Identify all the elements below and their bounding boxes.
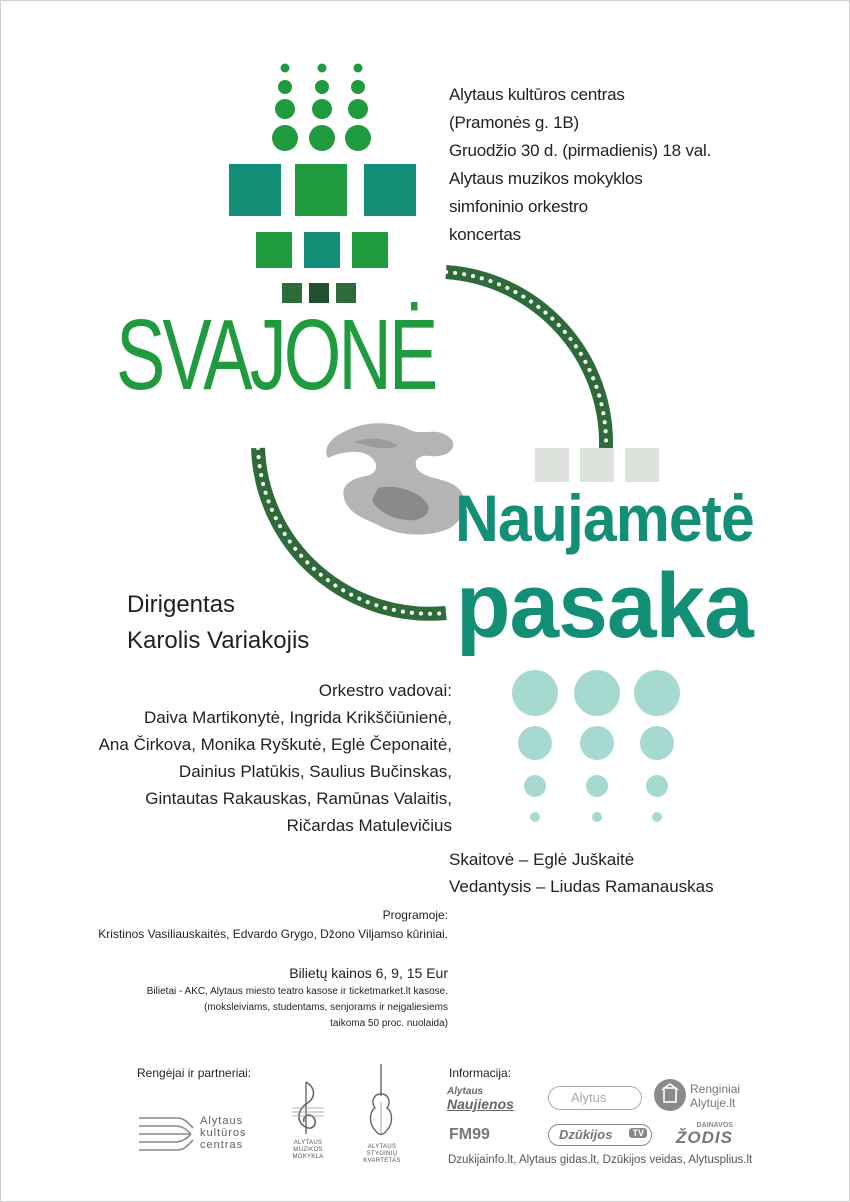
- naujienos-logo: [447, 1086, 514, 1110]
- sculpture-figure: [326, 423, 465, 534]
- venue-line: simfoninio orkestro: [449, 197, 588, 216]
- dot: [315, 80, 329, 94]
- music-school-logo-text: [284, 1140, 332, 1161]
- alytus-logo-text: Alytus: [571, 1090, 607, 1105]
- circle: [640, 726, 674, 760]
- music-school-logo-icon: [288, 1078, 328, 1138]
- dot: [281, 64, 290, 73]
- logo-line: Renginiai: [690, 1082, 741, 1096]
- dzukijos-tv-logo: [548, 1124, 652, 1146]
- dot: [275, 99, 295, 119]
- leaders-line: Daiva Martikonytė, Ingrida Krikščiūnienė,: [143, 708, 452, 727]
- circle: [530, 812, 540, 822]
- logo-line: MUZIKOS: [293, 1147, 323, 1153]
- conductor-role: Dirigentas: [127, 591, 236, 618]
- circle: [586, 775, 608, 797]
- organizers-label: Rengėjai ir partneriai:: [137, 1066, 252, 1080]
- dot: [318, 64, 327, 73]
- logo-line: Naujienos: [447, 1096, 514, 1112]
- venue-info: [449, 81, 711, 249]
- circle: [646, 775, 668, 797]
- akc-logo-icon: [137, 1112, 197, 1156]
- square: [535, 448, 569, 482]
- akc-line: centras: [200, 1139, 244, 1151]
- venue-line: (Pramonės g. 1B): [449, 113, 580, 132]
- renginiai-logo-text: [690, 1082, 740, 1110]
- dzukijos-text: Dzūkijos: [559, 1127, 613, 1142]
- violin-logo-icon: [365, 1062, 397, 1140]
- venue-line: koncertas: [449, 225, 521, 244]
- ticket-line: (moksleiviams, studentams, senjorams ir neįgaliesiems: [204, 1002, 448, 1013]
- dot: [345, 125, 371, 151]
- leaders-line: Ričardas Matulevičius: [286, 816, 452, 835]
- host: Vedantysis – Liudas Ramanauskas: [449, 877, 714, 896]
- square: [229, 164, 281, 216]
- dot: [309, 125, 335, 151]
- akc-line: Alytaus: [200, 1115, 244, 1127]
- logo-line: STYGINIŲ: [366, 1151, 398, 1157]
- main-title: SVAJONĖ: [116, 299, 436, 411]
- logo-line: Alytaus: [447, 1086, 484, 1097]
- logo-line: DAINAVOS: [696, 1122, 733, 1129]
- fm99-logo: FM99: [449, 1126, 490, 1143]
- tv-text: TV: [629, 1128, 647, 1138]
- logo-line: MOKYKLA: [292, 1154, 324, 1160]
- venue-line: Gruodžio 30 d. (pirmadienis) 18 val.: [449, 141, 712, 160]
- circle: [512, 670, 558, 716]
- top-dots: [272, 64, 371, 152]
- dot: [354, 64, 363, 73]
- venue-line: Alytaus kultūros centras: [449, 85, 625, 104]
- square: [364, 164, 416, 216]
- gray-squares: [535, 448, 665, 484]
- program-block: [98, 906, 448, 944]
- alytus-logo: [548, 1086, 642, 1110]
- logo-line: KVARTETAS: [363, 1158, 401, 1164]
- leaders-line: Ana Čirkova, Monika Ryškutė, Eglė Čeponaitė,: [98, 735, 452, 754]
- tickets-block: [147, 962, 448, 1032]
- leaders-heading: Orkestro vadovai:: [318, 681, 452, 700]
- ticket-prices: Bilietų kainos 6, 9, 15 Eur: [289, 965, 448, 981]
- circle: [592, 812, 602, 822]
- info-label: Informacija:: [449, 1066, 512, 1080]
- subtitle-pasaka: pasaka: [456, 555, 753, 657]
- media-sites: Dzukijainfo.lt, Alytaus gidas.lt, Dzūkijos veidas, Alytusplius.lt: [448, 1154, 753, 1166]
- circles-grid-graphic: [505, 665, 690, 825]
- renginiai-logo-icon: [653, 1078, 687, 1112]
- quartet-logo-text: [356, 1144, 408, 1165]
- ticket-line: Bilietai - AKC, Alytaus miesto teatro kasose ir ticketmarket.lt kasose.: [146, 986, 448, 997]
- dot: [351, 80, 365, 94]
- reader: Skaitovė – Eglė Juškaitė: [449, 850, 635, 869]
- akc-logo-text: [200, 1115, 247, 1151]
- venue-line: Alytaus muzikos mokyklos: [449, 169, 643, 188]
- program-heading: Programoje:: [382, 908, 448, 922]
- program-text: Kristinos Vasiliauskaitės, Edvardo Grygo, Džono Viljamso kūriniai.: [98, 927, 448, 941]
- subtitle-naujamete: Naujametė: [455, 481, 754, 555]
- circle: [634, 670, 680, 716]
- logo-line: ŽODIS: [676, 1128, 733, 1147]
- circle: [580, 726, 614, 760]
- dot: [348, 99, 368, 119]
- circle: [574, 670, 620, 716]
- circle: [524, 775, 546, 797]
- dot: [278, 80, 292, 94]
- logo-line: ALYTAUS: [293, 1140, 323, 1146]
- orchestra-leaders: [99, 677, 452, 839]
- conductor-name: Karolis Variakojis: [127, 627, 310, 654]
- leaders-line: Dainius Platūkis, Saulius Bučinskas,: [178, 762, 452, 781]
- square: [580, 448, 614, 482]
- zodis-logo: [676, 1120, 733, 1147]
- performers: [449, 846, 714, 900]
- square: [625, 448, 659, 482]
- logo-line: Alytuje.lt: [690, 1096, 736, 1110]
- circle: [652, 812, 662, 822]
- leaders-line: Gintautas Rakauskas, Ramūnas Valaitis,: [145, 789, 452, 808]
- akc-line: kultūros: [200, 1127, 247, 1139]
- conductor-block: [127, 587, 309, 659]
- logo-line: ALYTAUS: [367, 1144, 397, 1150]
- dot: [312, 99, 332, 119]
- sculpture-image: [318, 418, 478, 538]
- circle: [518, 726, 552, 760]
- dot: [272, 125, 298, 151]
- square: [295, 164, 347, 216]
- ticket-line: taikoma 50 proc. nuolaida): [330, 1018, 448, 1029]
